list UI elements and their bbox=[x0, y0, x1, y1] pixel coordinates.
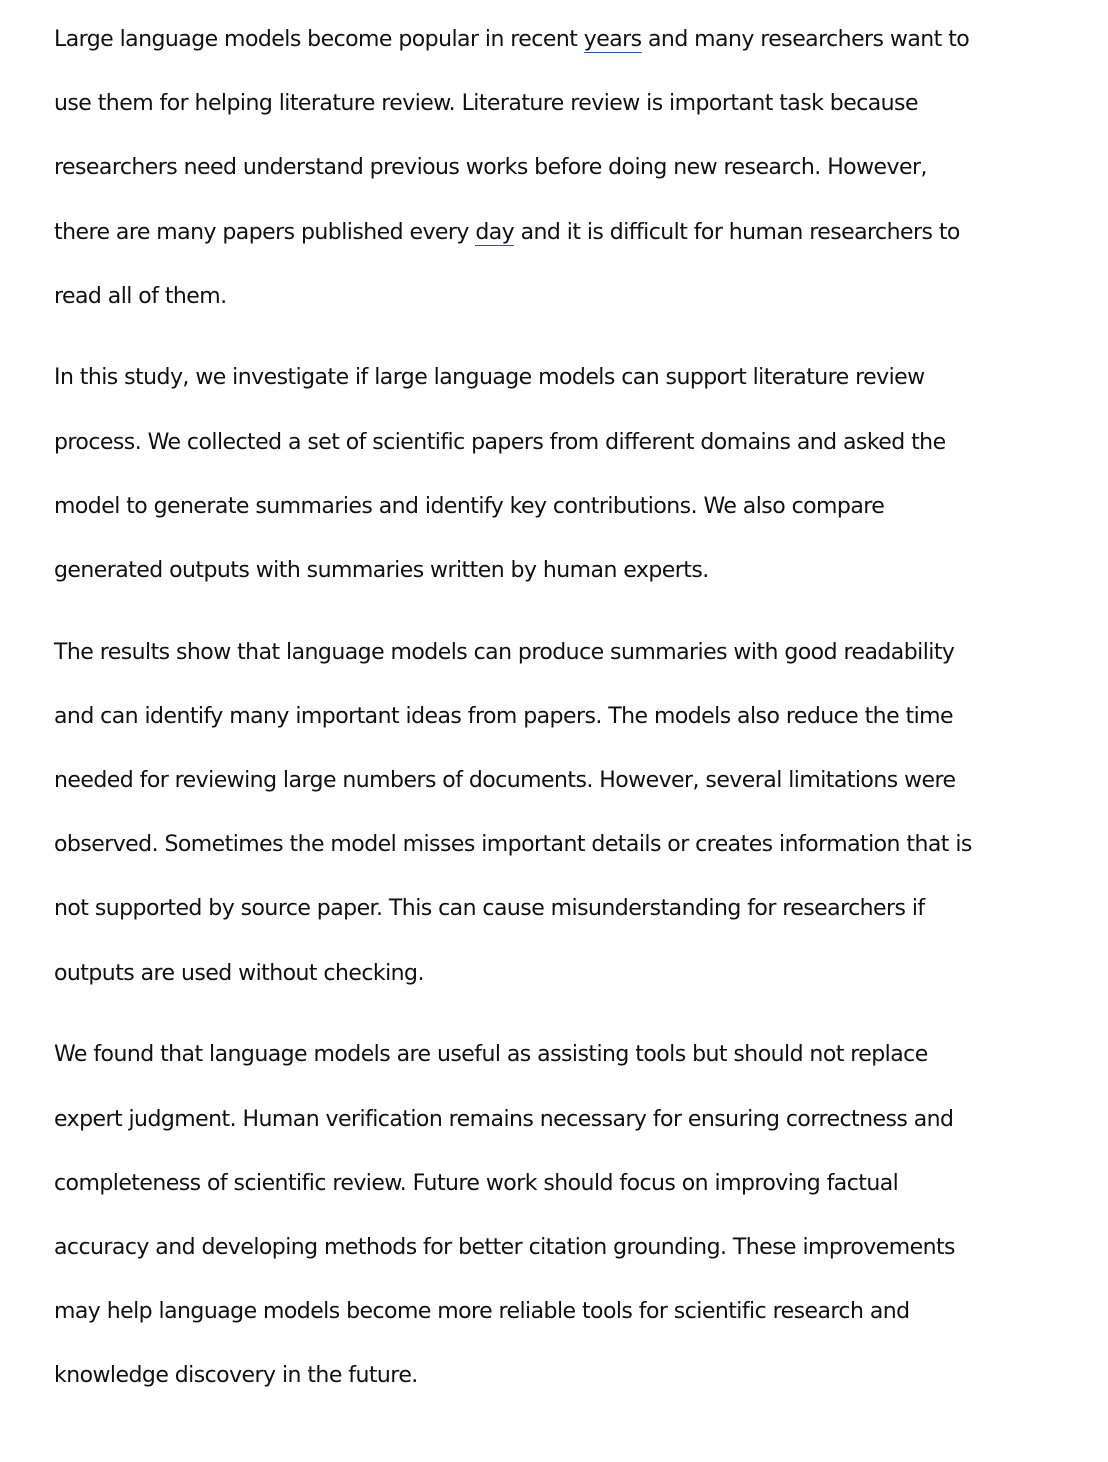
text-line: outputs are used without checking. bbox=[54, 960, 424, 986]
text-line: and can identify many important ideas from papers. The models also reduce the time bbox=[54, 703, 953, 729]
grammar-suggestion-mark[interactable]: years bbox=[583, 27, 642, 52]
text-line: not supported by source paper. This can cause misunderstanding for researchers if bbox=[54, 896, 925, 922]
paragraph-3[interactable] bbox=[54, 621, 1054, 1006]
text-line: may help language models become more reliable tools for scientific research and bbox=[54, 1299, 910, 1325]
text-line: generated outputs with summaries written by human experts. bbox=[54, 558, 709, 583]
paragraph-2[interactable] bbox=[54, 346, 1054, 603]
text-line: observed. Sometimes the model misses important details or creates information that is bbox=[54, 832, 972, 858]
paragraph-1[interactable] bbox=[54, 8, 1054, 329]
text-line: In this study, we investigate if large language models can support literature review bbox=[54, 365, 925, 391]
grammar-suggestion-mark[interactable]: day bbox=[475, 219, 515, 245]
document-body[interactable] bbox=[54, 8, 1054, 1426]
text-line: needed for reviewing large numbers of documents. However, several limitations were bbox=[54, 768, 956, 794]
text-line: The results show that language models can produce summaries with good readability bbox=[54, 639, 955, 665]
text-line: there are many papers published every day and it is difficult for human researchers to bbox=[54, 219, 960, 245]
text-line: researchers need understand previous works before doing new research. However, bbox=[54, 155, 927, 181]
text-line: read all of them. bbox=[54, 283, 227, 309]
text-line: We found that language models are useful as assisting tools but should not replace bbox=[54, 1042, 928, 1068]
text-line: completeness of scientific review. Future work should focus on improving factual bbox=[54, 1170, 899, 1196]
paragraph-4[interactable] bbox=[54, 1023, 1054, 1408]
text-line: expert judgment. Human verification remains necessary for ensuring correctness and bbox=[54, 1106, 954, 1132]
text-line: knowledge discovery in the future. bbox=[54, 1363, 418, 1389]
text-line: use them for helping literature review. Literature review is important task because bbox=[54, 91, 918, 117]
text-line: model to generate summaries and identify key contributions. We also compare bbox=[54, 493, 885, 519]
text-line: process. We collected a set of scientific papers from different domains and asked the bbox=[54, 429, 946, 455]
text-line: accuracy and developing methods for better citation grounding. These improvements bbox=[54, 1234, 955, 1260]
text-line: Large language models become popular in recent years and many researchers want to bbox=[54, 27, 970, 52]
